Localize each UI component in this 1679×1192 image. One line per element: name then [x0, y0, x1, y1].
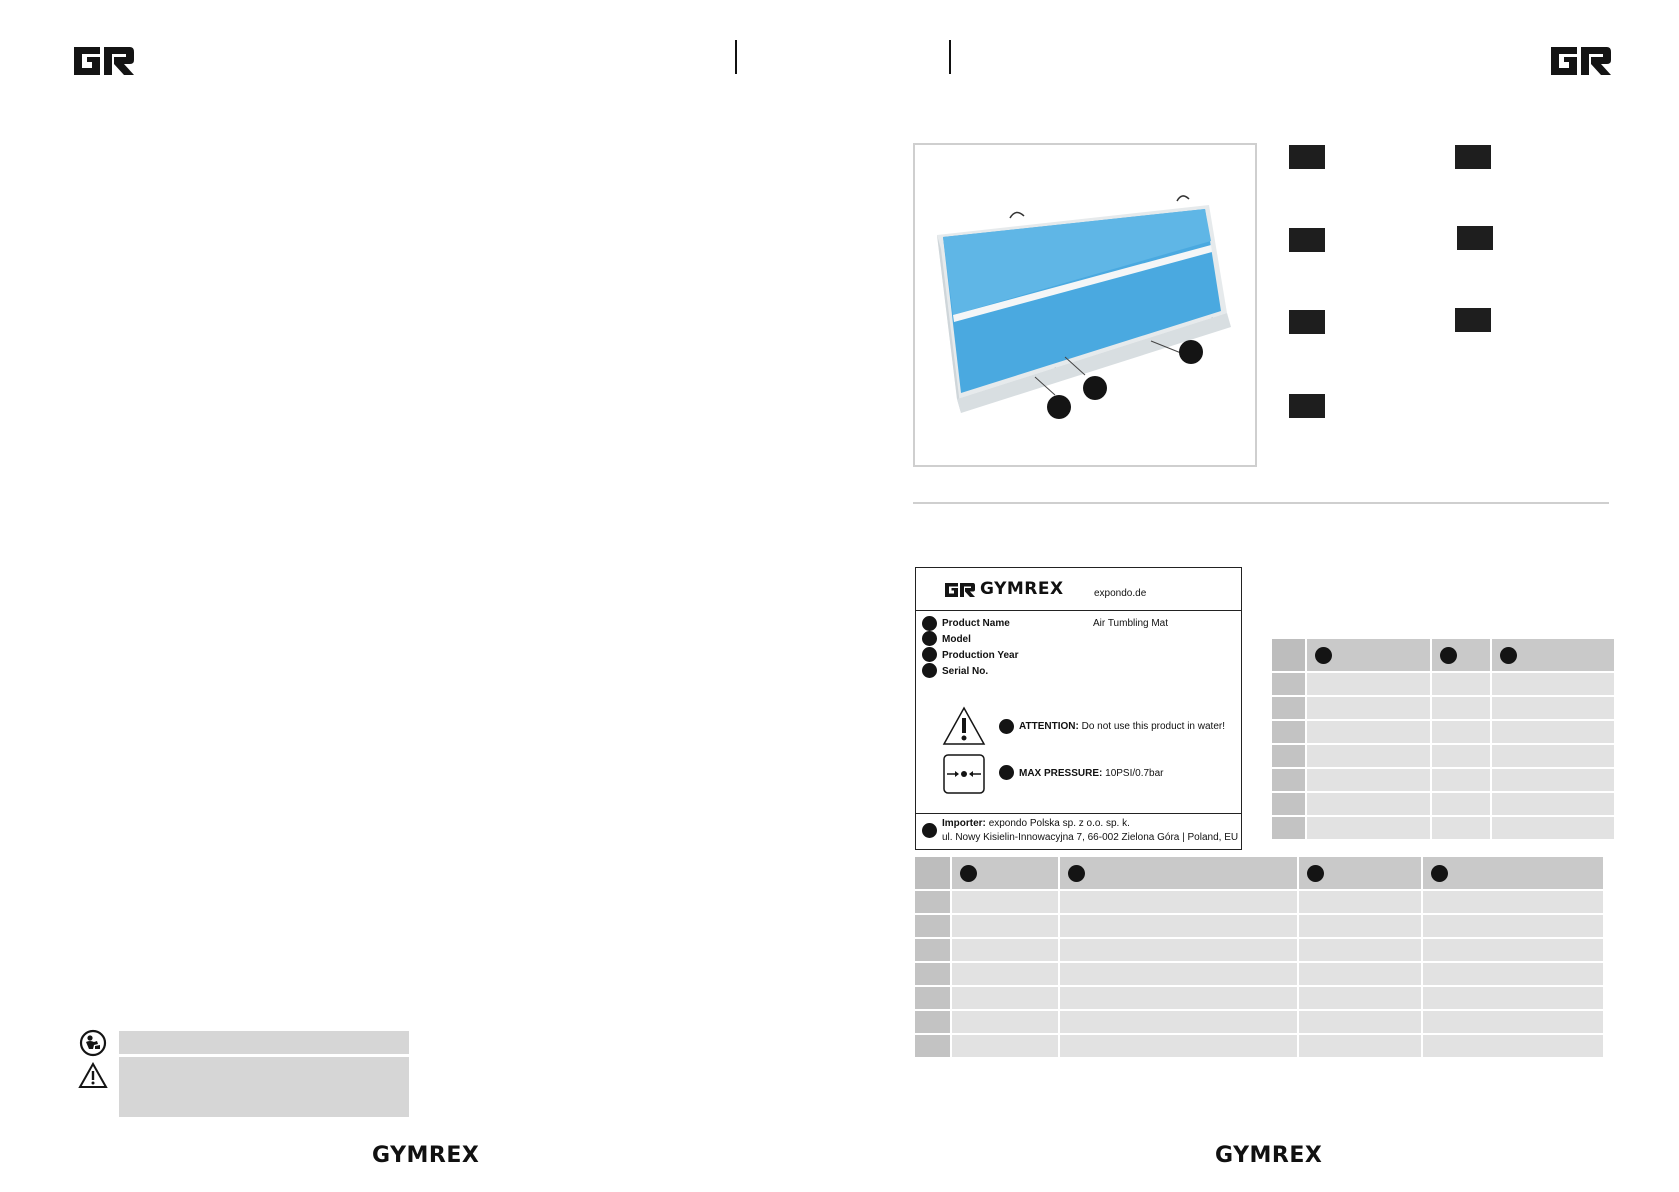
callout-3: [1047, 395, 1071, 419]
warning-triangle-icon: [78, 1062, 108, 1089]
air-tumbling-mat-image: [915, 145, 1255, 465]
table-header-row: [915, 857, 1603, 889]
table-cell: [1423, 891, 1603, 913]
spec-table-wide: [913, 855, 1605, 1059]
table-row: [915, 891, 1603, 913]
table-cell: [952, 963, 1058, 985]
plate-header: [916, 568, 1241, 611]
table-cell: [1299, 891, 1421, 913]
table-cell: [1307, 673, 1430, 695]
table-cell: [1299, 963, 1421, 985]
header-divider-left: [735, 40, 737, 74]
rating-plate: [915, 567, 1242, 850]
plate-field-label: Product Name: [942, 618, 1010, 629]
plate-field-marker: [922, 663, 937, 678]
table-cell: [1423, 915, 1603, 937]
notice-bar-top: [119, 1031, 409, 1054]
table-header-cell: [1307, 639, 1430, 671]
part-label-block: [1289, 145, 1325, 169]
plate-footer: [916, 813, 1241, 849]
plate-field-marker: [922, 647, 937, 662]
column-marker: [1307, 865, 1324, 882]
gr-logo-right: [1549, 45, 1613, 77]
table-index-cell: [915, 939, 950, 961]
pressure-text: 10PSI/0.7bar: [1105, 768, 1164, 779]
table-index-cell: [915, 963, 950, 985]
exclamation-triangle-icon: [942, 706, 986, 746]
table-header-cell: [1060, 857, 1297, 889]
table-cell: [1492, 721, 1614, 743]
table-cell: [1423, 987, 1603, 1009]
footer-brand-right: GYMREX: [1215, 1143, 1323, 1168]
table-cell: [1492, 817, 1614, 839]
table-index-cell: [1272, 697, 1305, 719]
table-index-cell: [1272, 721, 1305, 743]
table-cell: [952, 915, 1058, 937]
table-cell: [1299, 1011, 1421, 1033]
table-row: [915, 915, 1603, 937]
table-index-cell: [915, 857, 950, 889]
product-image-panel: [913, 143, 1257, 467]
table-cell: [1307, 697, 1430, 719]
table-row: [1272, 793, 1614, 815]
importer-marker: [922, 823, 937, 838]
callout-2: [1083, 376, 1107, 400]
table-index-cell: [1272, 673, 1305, 695]
gr-logo-left: [72, 45, 136, 77]
column-marker: [1315, 647, 1332, 664]
table-row: [1272, 769, 1614, 791]
table-index-cell: [915, 915, 950, 937]
table-index-cell: [1272, 793, 1305, 815]
importer-address: ul. Nowy Kisielin-Innowacyjna 7, 66-002 Zielona Góra | Poland, EU: [942, 832, 1239, 843]
table-header-cell: [1423, 857, 1603, 889]
table-cell: [1492, 793, 1614, 815]
table-index-cell: [1272, 769, 1305, 791]
column-marker: [1440, 647, 1457, 664]
attention-text: Do not use this product in water!: [1081, 721, 1226, 732]
table-cell: [1299, 987, 1421, 1009]
part-label-block: [1289, 310, 1325, 334]
callout-1: [1179, 340, 1203, 364]
pressure-marker: [999, 765, 1014, 780]
column-marker: [1500, 647, 1517, 664]
table-cell: [1307, 721, 1430, 743]
table-row: [915, 963, 1603, 985]
importer-line: [942, 818, 1130, 829]
table-cell: [1060, 1035, 1297, 1057]
table-cell: [1423, 963, 1603, 985]
plate-field-marker: [922, 631, 937, 646]
table-cell: [952, 939, 1058, 961]
pressure-note: [1019, 768, 1164, 779]
plate-field-marker: [922, 616, 937, 631]
table-cell: [1492, 697, 1614, 719]
table-cell: [1307, 745, 1430, 767]
table-cell: [1432, 817, 1490, 839]
table-row: [915, 987, 1603, 1009]
table-header-cell: [952, 857, 1058, 889]
table-row: [1272, 697, 1614, 719]
table-cell: [1060, 1011, 1297, 1033]
table-cell: [1299, 939, 1421, 961]
table-row: [1272, 817, 1614, 839]
table-cell: [952, 1035, 1058, 1057]
table-index-cell: [1272, 745, 1305, 767]
table-cell: [1432, 745, 1490, 767]
attention-marker: [999, 719, 1014, 734]
column-marker: [1068, 865, 1085, 882]
table-header-cell: [1299, 857, 1421, 889]
table-row: [1272, 721, 1614, 743]
attention-label: ATTENTION:: [1019, 721, 1079, 732]
pressure-gauge-icon: [942, 753, 986, 795]
table-cell: [1423, 1035, 1603, 1057]
table-index-cell: [915, 1011, 950, 1033]
attention-note: [1019, 721, 1225, 732]
table-cell: [1299, 915, 1421, 937]
table-cell: [1492, 673, 1614, 695]
table-cell: [1432, 697, 1490, 719]
table-index-cell: [915, 891, 950, 913]
table-cell: [1423, 1011, 1603, 1033]
table-index-cell: [915, 1035, 950, 1057]
importer-label: Importer:: [942, 818, 986, 829]
spec-table-small: [1270, 637, 1616, 841]
header-divider-right: [949, 40, 951, 74]
notice-bar-body: [119, 1057, 409, 1117]
table-cell: [1060, 891, 1297, 913]
table-row: [1272, 673, 1614, 695]
table-cell: [952, 1011, 1058, 1033]
table-cell: [1432, 721, 1490, 743]
plate-field-value: Air Tumbling Mat: [1093, 618, 1169, 629]
plate-field-label: Model: [942, 634, 971, 645]
table-index-cell: [1272, 639, 1305, 671]
child-safety-icon: [79, 1029, 107, 1057]
table-cell: [1492, 745, 1614, 767]
table-cell: [1307, 769, 1430, 791]
part-label-block: [1455, 308, 1491, 332]
table-cell: [1432, 673, 1490, 695]
plate-field-label: Serial No.: [942, 666, 989, 677]
table-cell: [1307, 793, 1430, 815]
table-row: [915, 1035, 1603, 1057]
table-header-cell: [1432, 639, 1490, 671]
plate-brand: GYMREX: [980, 579, 1064, 599]
table-cell: [1060, 963, 1297, 985]
table-header-row: [1272, 639, 1614, 671]
part-label-block: [1289, 394, 1325, 418]
column-marker: [960, 865, 977, 882]
part-label-block: [1289, 228, 1325, 252]
plate-field-label: Production Year: [942, 650, 1019, 661]
footer-brand-left: GYMREX: [372, 1143, 480, 1168]
table-index-cell: [915, 987, 950, 1009]
table-cell: [1432, 769, 1490, 791]
table-cell: [1060, 939, 1297, 961]
table-cell: [1299, 1035, 1421, 1057]
part-label-block: [1457, 226, 1493, 250]
table-cell: [1492, 769, 1614, 791]
part-label-block: [1455, 145, 1491, 169]
table-cell: [1423, 939, 1603, 961]
table-cell: [952, 891, 1058, 913]
table-cell: [1432, 793, 1490, 815]
importer-text: expondo Polska sp. z o.o. sp. k.: [988, 818, 1130, 829]
table-row: [915, 1011, 1603, 1033]
gr-plate-logo: [944, 582, 976, 598]
section-divider: [913, 502, 1609, 504]
table-header-cell: [1492, 639, 1614, 671]
table-cell: [1060, 915, 1297, 937]
table-row: [1272, 745, 1614, 767]
plate-website: expondo.de: [1094, 588, 1147, 599]
table-index-cell: [1272, 817, 1305, 839]
table-cell: [1060, 987, 1297, 1009]
table-cell: [1307, 817, 1430, 839]
pressure-label: MAX PRESSURE:: [1019, 768, 1103, 779]
table-cell: [952, 987, 1058, 1009]
table-row: [915, 939, 1603, 961]
column-marker: [1431, 865, 1448, 882]
